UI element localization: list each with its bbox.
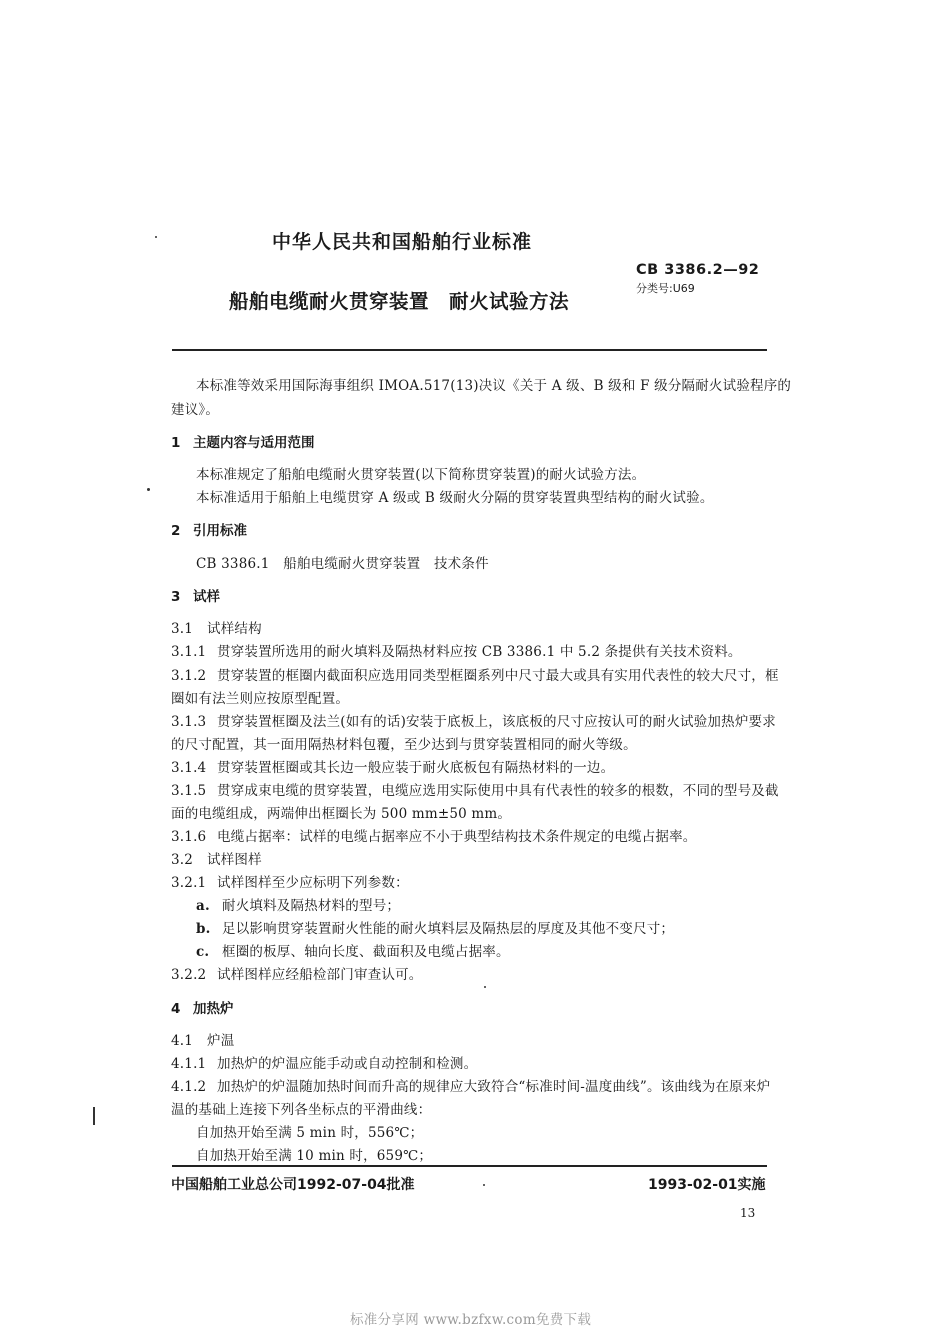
reference-standard: CB 3386.1 船舶电缆耐火贯穿装置 技术条件: [196, 556, 489, 572]
s1-paragraph-1: 本标准规定了船舶电缆耐火贯穿装置(以下简称贯穿装置)的耐火试验方法。: [196, 467, 646, 483]
clause-3-2: [171, 848, 262, 868]
clause-number: 4.1: [171, 1033, 194, 1049]
clause-number: 3.2.1: [171, 875, 207, 891]
clause-text: 贯穿装置的框圈内截面积应选用同类型框圈系列中尺寸最大或具有实用代表性的较大尺寸，框: [217, 668, 779, 684]
list-text: 足以影响贯穿装置耐火性能的耐火填料层及隔热层的厚度及其他不变尺寸；: [222, 921, 675, 937]
list-item-b: [196, 917, 674, 937]
clause-title: 试样图样: [207, 852, 262, 868]
clause-number: 3.1.2: [171, 668, 207, 684]
approval-line: 中国船舶工业总公司1992-07-04批准: [171, 1177, 415, 1193]
clause-4-1: [171, 1029, 234, 1049]
clause-3-2-2: [171, 963, 423, 983]
section-title: 主题内容与适用范围: [193, 435, 315, 451]
clause-number: 3.2: [171, 852, 194, 868]
list-text: 耐火填料及隔热材料的型号；: [222, 898, 401, 914]
clause-title: 炉温: [207, 1033, 235, 1049]
clause-text: 贯穿成束电缆的贯穿装置，电缆应选用实际使用中具有代表性的较多的根数，不同的型号及截: [217, 783, 779, 799]
scan-speck: [93, 1107, 95, 1125]
clause-title: 试样结构: [207, 621, 262, 637]
section-number: 4: [171, 1001, 181, 1017]
clause-number: 4.1.1: [171, 1056, 207, 1072]
clause-number: 3.1.5: [171, 783, 207, 799]
section-title: 引用标准: [193, 523, 247, 539]
clause-3-1: [171, 617, 262, 637]
doc-title: 船舶电缆耐火贯穿装置 耐火试验方法: [229, 290, 570, 313]
section-title: 加热炉: [193, 1001, 234, 1017]
intro-line-2: 建议》。: [171, 402, 220, 418]
clause-3-2-1: [171, 871, 409, 891]
section-number: 3: [171, 589, 181, 605]
clause-3-1-6: [171, 825, 697, 845]
clause-3-1-2: [171, 664, 779, 684]
clause-3-1-4: [171, 756, 614, 776]
clause-text: 试样图样应经船检部门审查认可。: [217, 967, 423, 983]
clause-number: 3.1.3: [171, 714, 207, 730]
list-item-a: [196, 894, 400, 914]
scan-speck: [155, 236, 157, 238]
list-label: c.: [196, 944, 210, 960]
page-number: 13: [740, 1206, 756, 1220]
intro-line-1: 本标准等效采用国际海事组织 IMOA.517(13)决议《关于 A 级、B 级和 F 级分隔耐火试验程序的: [196, 378, 792, 394]
clause-number: 3.1.6: [171, 829, 207, 845]
section-title: 试样: [193, 589, 220, 605]
curve-point-2: 自加热开始至满 10 min 时，659℃；: [196, 1148, 433, 1164]
clause-3-1-1: [171, 640, 742, 660]
clause-4-1-2: [171, 1075, 770, 1095]
section-number: 1: [171, 435, 181, 451]
section-number: 2: [171, 523, 181, 539]
list-label: a.: [196, 898, 210, 914]
section-3-heading: [171, 585, 220, 605]
clause-3-1-2-cont: 圈如有法兰则应按原型配置。: [171, 691, 350, 707]
section-1-heading: [171, 431, 315, 451]
clause-3-1-3: [171, 710, 776, 730]
scan-speck: [147, 488, 150, 491]
section-2-heading: [171, 519, 247, 539]
clause-text: 贯穿装置所选用的耐火填料及隔热材料应按 CB 3386.1 中 5.2 条提供有关技术资料。: [217, 644, 742, 660]
clause-text: 加热炉的炉温随加热时间而升高的规律应大致符合“标准时间-温度曲线”。该曲线为在原来炉: [217, 1079, 771, 1095]
clause-4-1-1: [171, 1052, 477, 1072]
standard-code: CB 3386.2—92: [636, 262, 760, 278]
effective-date: 1993-02-01实施: [648, 1177, 766, 1193]
clause-number: 3.1.1: [171, 644, 207, 660]
clause-text: 试样图样至少应标明下列参数：: [217, 875, 409, 891]
footer-rule: [172, 1165, 767, 1167]
clause-text: 贯穿装置框圈及法兰(如有的话)安装于底板上，该底板的尺寸应按认可的耐火试验加热炉要求: [217, 714, 776, 730]
list-text: 框圈的板厚、轴向长度、截面积及电缆占据率。: [222, 944, 510, 960]
org-title: 中华人民共和国船舶行业标准: [272, 231, 533, 253]
clause-4-1-2-cont: 温的基础上连接下列各坐标点的平滑曲线：: [171, 1102, 432, 1118]
clause-number: 3.1: [171, 621, 194, 637]
scan-speck: [483, 1184, 485, 1186]
clause-3-1-5-cont: 面的电缆组成，两端伸出框圈长为 500 mm±50 mm。: [171, 806, 512, 822]
watermark: 标准分享网 www.bzfxw.com免费下载: [350, 1312, 592, 1328]
clause-text: 电缆占据率：试样的电缆占据率应不小于典型结构技术条件规定的电缆占据率。: [217, 829, 697, 845]
curve-point-1: 自加热开始至满 5 min 时，556℃；: [196, 1125, 424, 1141]
clause-number: 3.2.2: [171, 967, 207, 983]
clause-3-1-5: [171, 779, 779, 799]
s1-paragraph-2: 本标准适用于船舶上电缆贯穿 A 级或 B 级耐火分隔的贯穿装置典型结构的耐火试验。: [196, 490, 714, 506]
clause-number: 4.1.2: [171, 1079, 207, 1095]
section-4-heading: [171, 997, 234, 1017]
list-item-c: [196, 940, 510, 960]
header-rule: [172, 349, 767, 351]
clause-text: 加热炉的炉温应能手动或自动控制和检测。: [217, 1056, 478, 1072]
classification-number: 分类号:U69: [636, 282, 695, 295]
list-label: b.: [196, 921, 211, 937]
clause-number: 3.1.4: [171, 760, 207, 776]
clause-3-1-3-cont: 的尺寸配置，其一面用隔热材料包覆，至少达到与贯穿装置相同的耐火等级。: [171, 737, 637, 753]
clause-text: 贯穿装置框圈或其长边一般应装于耐火底板包有隔热材料的一边。: [217, 760, 615, 776]
scan-speck: [484, 986, 486, 988]
